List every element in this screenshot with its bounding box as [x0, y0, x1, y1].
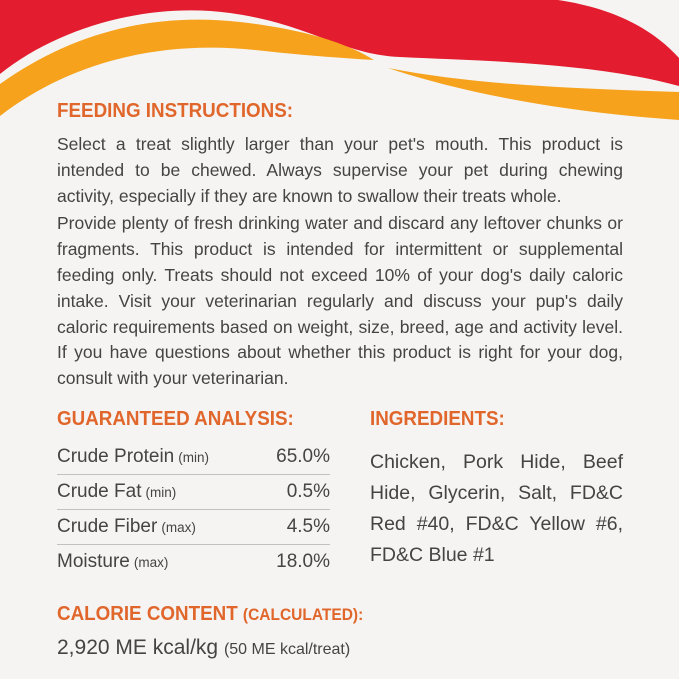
analysis-row-value: 65.0% [276, 445, 330, 467]
analysis-row-value: 18.0% [276, 550, 330, 572]
analysis-row-label [57, 516, 196, 538]
calorie-value-suffix: (50 ME kcal/treat) [223, 640, 351, 658]
calorie-value-main: 2,920 ME kcal/kg [57, 635, 219, 659]
feeding-paragraph-1: Select a treat slightly larger than your pet's mouth. This product is intended to be chewed. Always supervise your pet during chewing activity, especially if they are known to swallow their treats whole. [57, 134, 623, 206]
calorie-value-line [57, 636, 623, 660]
analysis-nutrient-name: Crude Fat [57, 480, 142, 502]
analysis-nutrient-name: Crude Fiber [57, 515, 158, 537]
guaranteed-analysis-section [57, 408, 330, 579]
calorie-content-heading [57, 603, 589, 626]
feeding-paragraph-2: Provide plenty of fresh drinking water and discard any leftover chunks or fragments. This product is intended for intermittent or supplemental feeding only. Treats should not exceed 10% of your dog's daily caloric intake. Visit your veterinarian regularly and discuss your pup's daily caloric requirements based on weight, size, breed, age and activity level. If you have questions about whether this product is right for your dog, consult with your veterinarian. [57, 213, 623, 389]
analysis-row-value: 4.5% [286, 515, 330, 537]
analysis-qualifier: (min) [178, 449, 209, 465]
analysis-row-label [57, 551, 168, 573]
analysis-nutrient-name: Moisture [57, 550, 130, 572]
table-row [57, 545, 330, 579]
analysis-row-label [57, 481, 176, 503]
calorie-content-section [57, 603, 623, 660]
guaranteed-analysis-table [57, 440, 330, 579]
calorie-heading-main: CALORIE CONTENT [57, 602, 238, 625]
ingredients-section [370, 408, 623, 579]
feeding-instructions-heading: FEEDING INSTRUCTIONS: [57, 100, 294, 122]
guaranteed-analysis-heading: GUARANTEED ANALYSIS: [57, 407, 294, 430]
table-row [57, 440, 330, 475]
analysis-qualifier: (max) [133, 554, 169, 570]
analysis-nutrient-name: Crude Protein [57, 445, 175, 467]
analysis-qualifier: (min) [145, 484, 177, 500]
analysis-ingredients-section [57, 408, 623, 579]
table-row [57, 510, 330, 545]
analysis-row-label [57, 446, 209, 468]
label-content [57, 100, 623, 660]
analysis-qualifier: (max) [161, 519, 196, 535]
calorie-heading-suffix: (CALCULATED): [242, 605, 364, 624]
table-row [57, 475, 330, 510]
ingredients-heading: INGREDIENTS: [370, 407, 505, 430]
analysis-row-value: 0.5% [286, 480, 330, 502]
ingredients-list: Chicken, Pork Hide, Beef Hide, Glycerin, Salt, FD&C Red #40, FD&C Yellow #6, FD&C Blue #1 [370, 450, 623, 566]
